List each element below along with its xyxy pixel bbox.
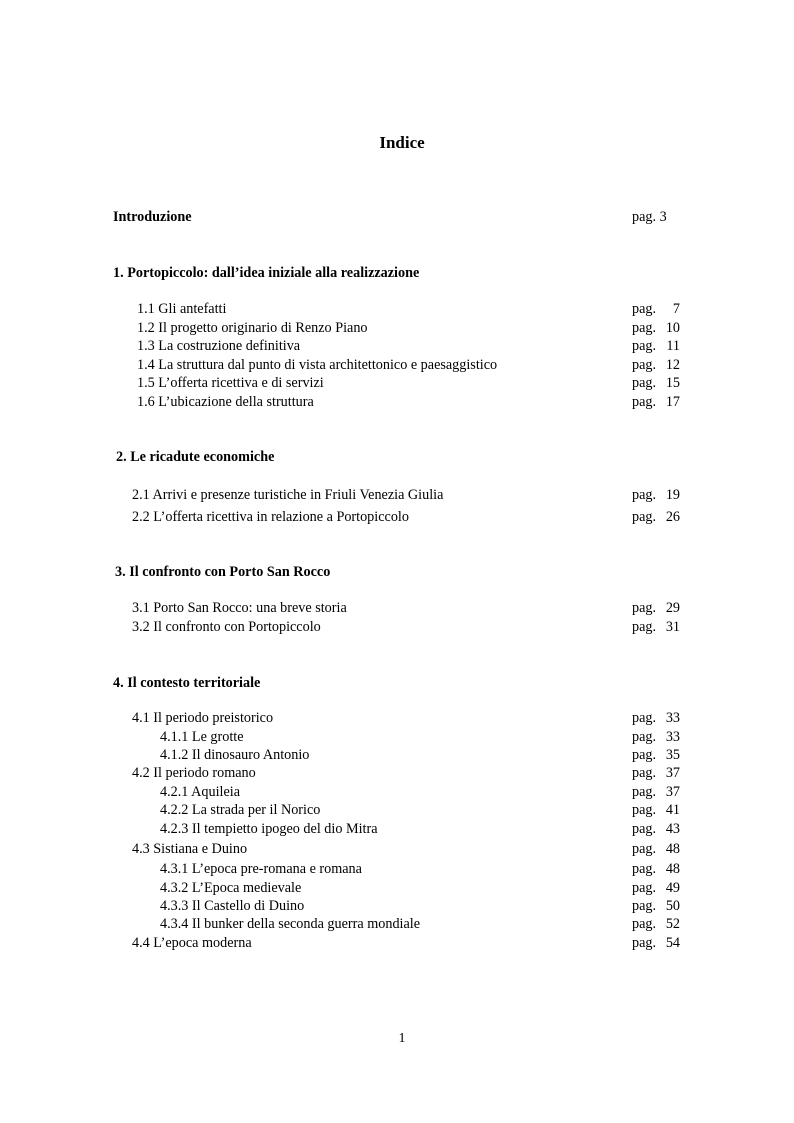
toc-entry[interactable] bbox=[132, 840, 732, 858]
toc-entry[interactable] bbox=[137, 300, 737, 318]
toc-entry[interactable] bbox=[160, 860, 760, 878]
toc-entry[interactable] bbox=[137, 356, 737, 374]
toc-entry-page-number: 54 bbox=[665, 935, 680, 951]
toc-entry[interactable] bbox=[160, 915, 760, 933]
toc-entry-label: 1.5 L’offerta ricettiva e di servizi bbox=[137, 375, 324, 391]
chapter-heading-label: 1. Portopiccolo: dall’idea iniziale alla realizzazione bbox=[113, 265, 420, 281]
toc-entry-page-number: 26 bbox=[665, 509, 680, 525]
page-title: Indice bbox=[379, 133, 425, 152]
toc-entry[interactable] bbox=[160, 783, 760, 801]
toc-entry-page-number: 17 bbox=[665, 394, 680, 410]
toc-entry-page-number: 33 bbox=[665, 729, 680, 745]
toc-entry-label: 4.4 L’epoca moderna bbox=[132, 935, 252, 951]
toc-entry[interactable] bbox=[160, 746, 760, 764]
toc-entry-page-number: 19 bbox=[665, 487, 680, 503]
toc-entry-pag: pag. bbox=[632, 729, 657, 745]
toc-entry[interactable] bbox=[137, 337, 737, 355]
toc-entry-pag: pag. bbox=[632, 747, 657, 763]
toc-entry-pag: pag. bbox=[632, 375, 657, 391]
toc-entry-label: 4.1.1 Le grotte bbox=[160, 729, 244, 745]
toc-entry-page-number: 33 bbox=[665, 710, 680, 726]
toc-entry-page-number: 50 bbox=[665, 898, 680, 914]
toc-entry-label: 1.1 Gli antefatti bbox=[137, 301, 227, 317]
toc-entry-pag: pag. bbox=[632, 898, 657, 914]
toc-entry-label: 4.2 Il periodo romano bbox=[132, 765, 256, 781]
toc-entry[interactable] bbox=[160, 801, 760, 819]
toc-entry[interactable] bbox=[132, 599, 732, 617]
toc-entry-pag: pag. bbox=[632, 802, 657, 818]
toc-entry-label: 4.1 Il periodo preistorico bbox=[132, 710, 274, 726]
toc-entry-pag: pag. bbox=[632, 394, 657, 410]
toc-entry-label: 1.3 La costruzione definitiva bbox=[137, 338, 301, 354]
toc-entry-pag: pag. bbox=[632, 619, 657, 635]
toc-entry-label: 3.1 Porto San Rocco: una breve storia bbox=[132, 600, 347, 616]
toc-entry-label: 4.3.3 Il Castello di Duino bbox=[160, 898, 305, 914]
toc-entry-page-number: 41 bbox=[665, 802, 680, 818]
toc-entry-pag: pag. bbox=[632, 301, 657, 317]
toc-entry-label: 4.3.2 L’Epoca medievale bbox=[160, 880, 302, 896]
toc-entry-pag: pag. bbox=[632, 509, 657, 525]
toc-entry-pag: pag. bbox=[632, 600, 657, 616]
toc-entry-page-number: 11 bbox=[666, 338, 680, 354]
chapter-heading-label: 4. Il contesto territoriale bbox=[113, 675, 261, 691]
toc-entry-pag: pag. bbox=[632, 821, 657, 837]
toc-entry-page-number: 49 bbox=[665, 880, 680, 896]
toc-entry-page-number: 15 bbox=[665, 375, 680, 391]
toc-entry[interactable] bbox=[160, 820, 760, 838]
toc-entry-label: 2.2 L’offerta ricettiva in relazione a Portopiccolo bbox=[132, 509, 409, 525]
toc-entry-page-number: 48 bbox=[665, 861, 680, 877]
toc-entry-label: 4.2.3 Il tempietto ipogeo del dio Mitra bbox=[160, 821, 378, 837]
toc-entry-page-number: 37 bbox=[665, 765, 680, 781]
toc-entry-label: 1.2 Il progetto originario di Renzo Piano bbox=[137, 320, 368, 336]
chapter-heading-label: 3. Il confronto con Porto San Rocco bbox=[115, 564, 331, 580]
toc-entry[interactable] bbox=[137, 319, 737, 337]
toc-intro[interactable] bbox=[113, 208, 713, 226]
toc-entry-page-number: 10 bbox=[665, 320, 680, 336]
toc-entry-page-number: 37 bbox=[665, 784, 680, 800]
toc-entry-page-number: 12 bbox=[665, 357, 680, 373]
toc-entry[interactable] bbox=[137, 393, 737, 411]
toc-entry-pag: pag. bbox=[632, 710, 657, 726]
toc-entry-pag: pag. bbox=[632, 357, 657, 373]
toc-entry-label: 4.2.2 La strada per il Norico bbox=[160, 802, 321, 818]
toc-entry-label: 4.1.2 Il dinosauro Antonio bbox=[160, 747, 310, 763]
toc-entry-pag: pag. bbox=[632, 916, 657, 932]
toc-entry[interactable] bbox=[132, 934, 732, 952]
toc-entry-label: 1.4 La struttura dal punto di vista architettonico e paesaggistico bbox=[137, 357, 498, 373]
toc-entry-label: 4.3 Sistiana e Duino bbox=[132, 841, 248, 857]
chapter-heading-label: 2. Le ricadute economiche bbox=[116, 449, 275, 465]
toc-entry-pag: pag. bbox=[632, 338, 657, 354]
toc-entry[interactable] bbox=[132, 508, 732, 526]
toc-entry-pag: pag. bbox=[632, 880, 657, 896]
toc-entry-page-number: 52 bbox=[665, 916, 680, 932]
toc-entry-page-number: 43 bbox=[665, 821, 680, 837]
toc-entry-page-number: 31 bbox=[665, 619, 680, 635]
toc-entry-pag: pag. bbox=[632, 841, 657, 857]
toc-entry[interactable] bbox=[160, 879, 760, 897]
toc-entry-label: 4.2.1 Aquileia bbox=[160, 784, 240, 800]
toc-entry-label: 2.1 Arrivi e presenze turistiche in Friuli Venezia Giulia bbox=[132, 487, 444, 503]
page-number-footer: 1 bbox=[398, 1031, 406, 1046]
toc-entry[interactable] bbox=[137, 374, 737, 392]
toc-entry-pag: pag. bbox=[632, 487, 657, 503]
toc-entry[interactable] bbox=[132, 764, 732, 782]
toc-entry-page-number: 35 bbox=[665, 747, 680, 763]
toc-entry-label: 3.2 Il confronto con Portopiccolo bbox=[132, 619, 321, 635]
toc-entry[interactable] bbox=[132, 486, 732, 504]
toc-entry[interactable] bbox=[132, 709, 732, 727]
toc-entry-label: 4.3.1 L’epoca pre-romana e romana bbox=[160, 861, 362, 877]
toc-entry-page-number: 29 bbox=[665, 600, 680, 616]
toc-intro-label: Introduzione bbox=[113, 209, 192, 225]
toc-entry-page-number: 48 bbox=[665, 841, 680, 857]
toc-entry-label: 1.6 L’ubicazione della struttura bbox=[137, 394, 314, 410]
toc-entry-pag: pag. bbox=[632, 765, 657, 781]
toc-entry-label: 4.3.4 Il bunker della seconda guerra mondiale bbox=[160, 916, 421, 932]
toc-entry[interactable] bbox=[132, 618, 732, 636]
toc-entry-pag: pag. bbox=[632, 935, 657, 951]
toc-entry[interactable] bbox=[160, 897, 760, 915]
toc-entry-pag: pag. bbox=[632, 784, 657, 800]
toc-intro-page: pag. 3 bbox=[632, 209, 667, 225]
toc-entry-pag: pag. bbox=[632, 320, 657, 336]
toc-entry-page-number: 7 bbox=[672, 301, 680, 317]
toc-entry-pag: pag. bbox=[632, 861, 657, 877]
toc-entry[interactable] bbox=[160, 728, 760, 746]
